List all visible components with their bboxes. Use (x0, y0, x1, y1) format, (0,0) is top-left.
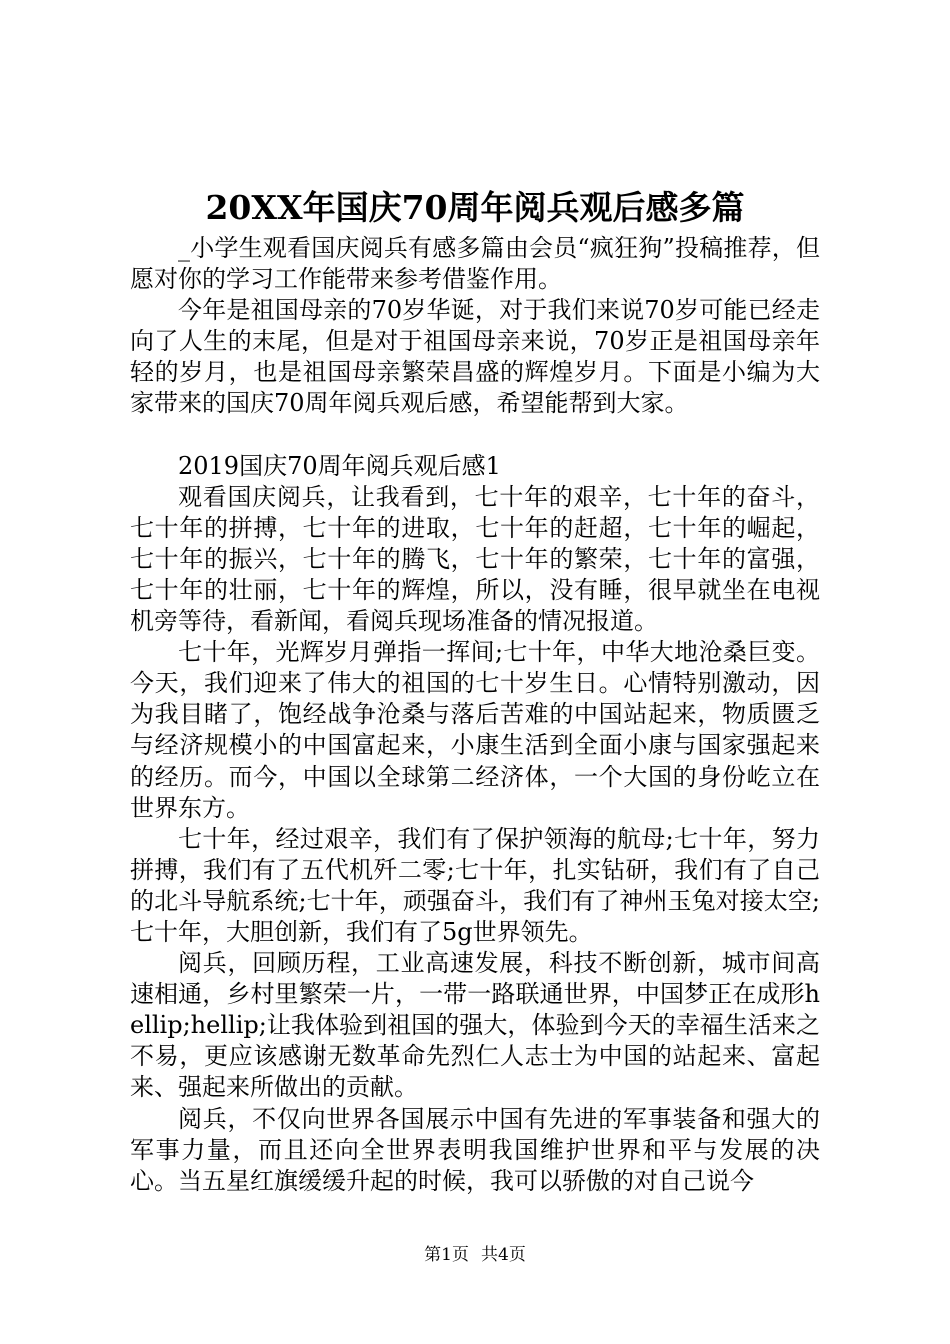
section-paragraph: 观看国庆阅兵，让我看到，七十年的艰辛，七十年的奋斗，七十年的拼搏，七十年的进取，七十年的赶超，七十年的崛起，七十年的振兴，七十年的腾飞，七十年的繁荣，七十年的富强，七十年的壮丽，七十年的辉煌，所以，没有睡，很早就坐在电视机旁等待，看新闻，看阅兵现场准备的情况报道。 (130, 482, 820, 636)
section-paragraph: 七十年，经过艰辛，我们有了保护领海的航母;七十年，努力拼搏，我们有了五代机歼二零;七十年，扎实钻研，我们有了自己的北斗导航系统;七十年，顽强奋斗，我们有了神州玉兔对接太空;七十年，大胆创新，我们有了5g世界领先。 (130, 824, 820, 946)
paragraph-spacer (130, 420, 820, 451)
intro-paragraph: 今年是祖国母亲的70岁华诞，对于我们来说70岁可能已经走向了人生的末尾，但是对于祖国母亲来说，70岁正是祖国母亲年轻的岁月，也是祖国母亲繁荣昌盛的辉煌岁月。下面是小编为大家带来的国庆70周年阅兵观后感，希望能帮到大家。 (130, 296, 820, 418)
intro-paragraph: _小学生观看国庆阅兵有感多篇由会员“疯狂狗”投稿推荐，但愿对你的学习工作能带来参考借鉴作用。 (130, 234, 820, 294)
section-paragraph: 阅兵，回顾历程，工业高速发展，科技不断创新，城市间高速相通，乡村里繁荣一片，一带一路联通世界，中国梦正在成形hellip;hellip;让我体验到祖国的强大，体验到今天的幸福生活来之不易，更应该感谢无数革命先烈仁人志士为中国的站起来、富起来、强起来所做出的贡献。 (130, 949, 820, 1102)
section-heading: 2019国庆70周年阅兵观后感1 (178, 451, 501, 480)
document-body (130, 233, 820, 1197)
page-number: 第1页 (424, 1245, 469, 1265)
section-paragraph: 七十年，光辉岁月弹指一挥间;七十年，中华大地沧桑巨变。今天，我们迎来了伟大的祖国的七十岁生日。心情特别激动，因为我目睹了，饱经战争沧桑与落后苦难的中国站起来，物质匮乏与经济规模小的中国富起来，小康生活到全面小康与国家强起来的经历。而今，中国以全球第二经济体，一个大国的身份屹立在世界东方。 (130, 638, 820, 822)
document-title: 20XX年国庆70周年阅兵观后感多篇 (205, 188, 745, 227)
page-total: 共4页 (481, 1245, 526, 1265)
page-footer (0, 1243, 950, 1267)
section-paragraph: 阅兵，不仅向世界各国展示中国有先进的军事装备和强大的军事力量，而且还向全世界表明我国维护世界和平与发展的决心。当五星红旗缓缓升起的时候，我可以骄傲的对自己说今 (130, 1104, 820, 1195)
